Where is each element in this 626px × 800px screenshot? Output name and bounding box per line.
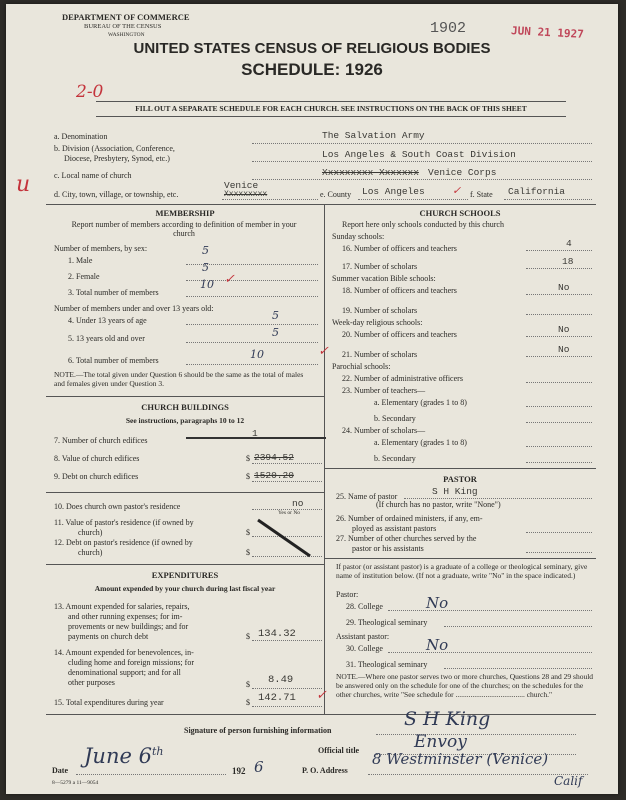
q10-label: 10. Does church own pastor's residence xyxy=(54,502,181,511)
buildings-subtitle: See instructions, paragraphs 10 to 12 xyxy=(125,416,245,425)
q17-label: 17. Number of scholars xyxy=(342,262,418,271)
q14-label-4: other purposes xyxy=(68,678,115,687)
pastor-sublabel: Pastor: xyxy=(336,590,359,599)
dollar-sign: $ xyxy=(246,698,250,707)
schedule-title: SCHEDULE: 1926 xyxy=(241,60,383,79)
year-printed: 192 xyxy=(232,766,246,776)
division-label: b. Division (Association, Conference, xyxy=(54,144,175,153)
date-label: Date xyxy=(52,766,68,775)
schools-intro: Report here only schools conducted by this church xyxy=(342,220,504,229)
q2-value: 5 xyxy=(202,261,209,274)
bureau: BUREAU OF THE CENSUS xyxy=(84,23,162,30)
schools-title: CHURCH SCHOOLS xyxy=(419,208,501,218)
q16-value: 4 xyxy=(566,238,572,249)
printer-code: 8—5279 a 11—9054 xyxy=(52,780,99,786)
division-label-2: Diocese, Presbytery, Synod, etc.) xyxy=(64,154,170,163)
po-state: Calif xyxy=(554,774,583,788)
assistant-sublabel: Assistant pastor: xyxy=(336,632,390,641)
local-name-label: c. Local name of church xyxy=(54,171,132,180)
signature-value: S H King xyxy=(404,708,491,730)
q4-label: 4. Under 13 years of age xyxy=(68,316,147,325)
membership-title: MEMBERSHIP xyxy=(155,208,215,218)
q5-value: 5 xyxy=(272,326,279,339)
q26-label-2: ployed as assistant pastors xyxy=(352,524,437,533)
yes-or-no-hint: Yes or No xyxy=(278,510,301,516)
department: DEPARTMENT OF COMMERCE xyxy=(62,12,190,22)
q11-label: 11. Value of pastor's residence (if owned by xyxy=(54,518,194,527)
check-mark: ✓ xyxy=(318,344,329,359)
q10-value: no xyxy=(292,498,304,509)
year-digit: 6 xyxy=(254,758,264,776)
q30-value: No xyxy=(426,636,449,654)
expenditures-title: EXPENDITURES xyxy=(151,570,219,580)
county-label: e. County xyxy=(320,190,352,199)
buildings-title: CHURCH BUILDINGS xyxy=(141,402,229,412)
parochial-label: Parochial schools: xyxy=(332,362,391,371)
q6-label: 6. Total number of members xyxy=(68,356,159,365)
q1-value: 5 xyxy=(202,244,209,257)
q14-label-2: cluding home and foreign missions; for xyxy=(68,658,194,667)
check-mark: ✓ xyxy=(452,184,462,197)
q20-value: No xyxy=(558,324,570,335)
q3-label: 3. Total number of members xyxy=(68,288,159,297)
q14-label-3: denominational support; and for all xyxy=(68,668,181,677)
pastor-note: NOTE.—Where one pastor serves two or more churches, Questions 28 and 29 should be answered only on the schedule for one of the churches; on the schedules for the other churches, write "See schedule for ..................................... church." xyxy=(336,672,594,699)
summer-label: Summer vacation Bible schools: xyxy=(332,274,436,283)
q13-label-4: payments on church debt xyxy=(68,632,149,641)
q4-value: 5 xyxy=(272,309,279,322)
check-mark: ✓ xyxy=(316,688,327,703)
q9-value: 1520.20 xyxy=(254,470,294,481)
q12-label-2: church) xyxy=(78,548,103,557)
date-text: June 6 xyxy=(84,744,152,768)
po-address-value: 8 Westminster (Venice) xyxy=(372,750,549,768)
q13-label: 13. Amount expended for salaries, repairs, xyxy=(54,602,190,611)
q27-label-2: pastor or his assistants xyxy=(352,544,424,553)
dollar-sign: $ xyxy=(246,632,250,641)
q13-label-3: provements or new buildings; and for xyxy=(68,622,189,631)
q7-value: 1 xyxy=(252,428,258,439)
local-name-struck: Xxxxxxxxx Xxxxxxx xyxy=(322,167,419,178)
q18-label: 18. Number of officers and teachers xyxy=(342,286,457,295)
q19-label: 19. Number of scholars xyxy=(342,306,418,315)
dash-mark xyxy=(256,516,316,560)
q8-value: 2394.52 xyxy=(254,452,294,463)
q24-label: 24. Number of scholars— xyxy=(342,426,426,435)
q6-value: 10 xyxy=(250,348,264,361)
q8-label: 8. Value of church edifices xyxy=(54,454,140,463)
q7-label: 7. Number of church edifices xyxy=(54,436,148,445)
q25-hint: (If church has no pastor, write "None") xyxy=(376,500,501,509)
membership-intro: Report number of members according to definition of member in your church xyxy=(71,220,297,238)
q1-label: 1. Male xyxy=(68,256,93,265)
q24b-label: b. Secondary xyxy=(374,454,416,463)
q5-label: 5. 13 years old and over xyxy=(68,334,145,343)
q3-value: 10 xyxy=(200,278,214,291)
state-value: California xyxy=(508,186,566,197)
weekday-label: Week-day religious schools: xyxy=(332,318,423,327)
q26-label: 26. Number of ordained ministers, if any, em- xyxy=(336,514,483,523)
received-stamp: JUN 21 1927 xyxy=(510,24,585,41)
state-label: f. State xyxy=(470,190,493,199)
denomination-value: The Salvation Army xyxy=(322,130,425,141)
dollar-sign: $ xyxy=(246,528,250,537)
q14-value: 8.49 xyxy=(268,674,294,686)
q31-label: 31. Theological seminary xyxy=(346,660,428,669)
division-value: Los Angeles & South Coast Division xyxy=(322,149,516,160)
dollar-sign: $ xyxy=(246,680,250,689)
by-sex-label: Number of members, by sex: xyxy=(54,244,148,253)
q24a-label: a. Elementary (grades 1 to 8) xyxy=(374,438,467,447)
official-title-value: Envoy xyxy=(414,732,467,752)
pastor-title: PASTOR xyxy=(443,474,477,484)
q12-label: 12. Debt on pastor's residence (if owned by xyxy=(54,538,193,547)
q11-label-2: church) xyxy=(78,528,103,537)
date-value xyxy=(84,744,163,768)
expenditures-subtitle: Amount expended by your church during last fiscal year xyxy=(94,584,276,593)
form-title: UNITED STATES CENSUS OF RELIGIOUS BODIES xyxy=(133,40,491,57)
q15-value: 142.71 xyxy=(258,692,296,704)
q15-label: 15. Total expenditures during year xyxy=(54,698,164,707)
q18-value: No xyxy=(558,282,570,293)
denomination-label: a. Denomination xyxy=(54,132,108,141)
membership-note: NOTE.—The total given under Question 6 should be the same as the total of males and females given under Question 3. xyxy=(54,370,304,388)
q17-value: 18 xyxy=(562,256,574,267)
q9-label: 9. Debt on church edifices xyxy=(54,472,139,481)
q29-label: 29. Theological seminary xyxy=(346,618,428,627)
census-form xyxy=(6,4,618,794)
instruction: FILL OUT A SEPARATE SCHEDULE FOR EACH CHURCH. SEE INSTRUCTIONS ON THE BACK OF THIS SHEET xyxy=(135,104,527,113)
margin-mark: u xyxy=(16,172,31,197)
age-label: Number of members under and over 13 years old: xyxy=(54,304,214,313)
city-struck: Xxxxxxxxx xyxy=(224,190,268,199)
form-number: 1902 xyxy=(430,20,467,37)
q25-label: 25. Name of pastor xyxy=(336,492,398,501)
q28-value: No xyxy=(426,594,449,612)
q28-label: 28. College xyxy=(346,602,383,611)
city: WASHINGTON xyxy=(108,32,145,38)
q21-value: No xyxy=(558,344,570,355)
handwritten-code: 2-0 xyxy=(76,82,104,102)
q13-label-2: and other running expenses; for im- xyxy=(68,612,183,621)
q23b-label: b. Secondary xyxy=(374,414,416,423)
date-suffix: th xyxy=(151,745,164,758)
city-label: d. City, town, village, or township, etc. xyxy=(54,190,179,199)
signature-label: Signature of person furnishing information xyxy=(184,726,332,735)
q16-label: 16. Number of officers and teachers xyxy=(342,244,457,253)
q27-label: 27. Number of other churches served by the xyxy=(336,534,477,543)
check-mark: ✓ xyxy=(224,272,235,287)
q22-label: 22. Number of administrative officers xyxy=(342,374,463,383)
local-name-value: Venice Corps xyxy=(428,167,497,178)
city-value: Venice xyxy=(224,180,259,191)
official-title-label: Official title xyxy=(318,746,360,755)
q23a-label: a. Elementary (grades 1 to 8) xyxy=(374,398,467,407)
dollar-sign: $ xyxy=(246,548,250,557)
q2-label: 2. Female xyxy=(68,272,100,281)
dollar-sign: $ xyxy=(246,454,250,463)
graduate-note: If pastor (or assistant pastor) is a graduate of a college or theological seminary, give name of institution below. (If not a graduate, write "No" in the space indicated.) xyxy=(336,562,588,580)
q20-label: 20. Number of officers and teachers xyxy=(342,330,457,339)
sunday-label: Sunday schools: xyxy=(332,232,385,241)
q13-value: 134.32 xyxy=(258,628,296,640)
q23-label: 23. Number of teachers— xyxy=(342,386,426,395)
q14-label: 14. Amount expended for benevolences, in- xyxy=(54,648,194,657)
po-address-label: P. O. Address xyxy=(302,766,348,775)
q30-label: 30. College xyxy=(346,644,383,653)
q21-label: 21. Number of scholars xyxy=(342,350,418,359)
county-value: Los Angeles xyxy=(362,186,425,197)
dollar-sign: $ xyxy=(246,472,250,481)
q25-value: S H King xyxy=(432,486,478,497)
